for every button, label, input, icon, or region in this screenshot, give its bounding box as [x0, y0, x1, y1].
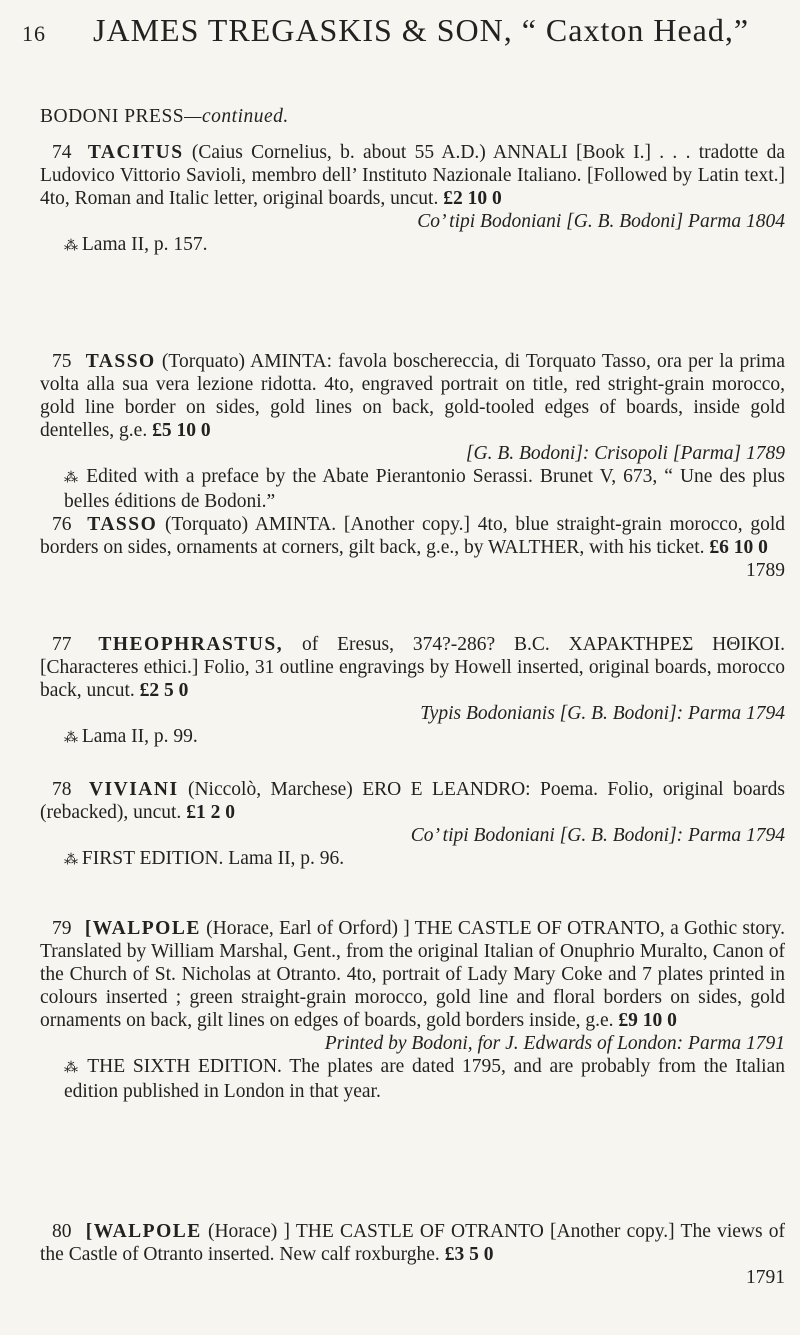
- entry-text: [40, 1220, 785, 1266]
- entry-note-text: Lama II, p. 99.: [81, 726, 198, 747]
- entry-description: (Torquato) AMINTA. [Another copy.] 4to, blue straight-grain morocco, gold borders on sides, ornaments at corners, gilt back, g.e., by WALTHER, with his ticket.: [40, 514, 786, 558]
- section-continued: —continued.: [184, 106, 289, 127]
- entry-note: [64, 725, 785, 750]
- entry-author: THEOPHRASTUS,: [98, 634, 284, 655]
- entry-note: [64, 847, 785, 872]
- catalogue-entry: [40, 141, 785, 258]
- entry-text: [40, 513, 785, 559]
- entry-author: [WALPOLE: [85, 1221, 202, 1242]
- entry-price: £2 10 0: [443, 188, 502, 209]
- catalogue-entry: [40, 1220, 785, 1289]
- entry-note-text: Edited with a preface by the Abate Pierantonio Serassi. Brunet V, 673, “ Une des plus belles éditions de Bodoni.”: [64, 466, 785, 512]
- catalogue-entry: [40, 917, 785, 1103]
- asterism-icon: ⁂: [64, 471, 80, 486]
- entry-imprint: Typis Bodonianis [G. B. Bodoni]: Parma 1794: [420, 703, 785, 724]
- entry-note: [64, 233, 785, 258]
- entry-number: 77: [52, 634, 72, 655]
- asterism-icon: ⁂: [64, 1061, 80, 1076]
- entry-author: TASSO: [85, 351, 156, 372]
- entry-description: (Caius Cornelius, b. about 55 A.D.) ANNALI [Book I.] . . . tradotte da Ludovico Vittorio Savioli, membro dell’ Instituto Nazionale Italiano. [Followed by Latin text.] 4to, Roman and Italic letter, original boards, uncut.: [40, 142, 786, 209]
- entry-price: £1 2 0: [186, 802, 235, 823]
- entry-note: [64, 465, 785, 513]
- entry-note-text: THE SIXTH EDITION. The plates are dated 1795, and are probably from the Italian edition published in London in that year.: [64, 1056, 786, 1102]
- asterism-icon: ⁂: [64, 239, 77, 254]
- entry-imprint: Co’ tipi Bodoniani [G. B. Bodoni]: Parma 1794: [410, 825, 785, 846]
- entry-number: 76: [52, 514, 72, 535]
- entry-text: [40, 350, 785, 442]
- entry-imprint: [G. B. Bodoni]: Crisopoli [Parma] 1789: [465, 443, 785, 464]
- entry-number: 80: [52, 1221, 72, 1242]
- entry-description: (Horace, Earl of Orford) ] THE CASTLE OF OTRANTO, a Gothic story. Translated by William Marshal, Gent., from the original Italian of Onuphrio Muralto, Canon of the Church of St. Nicholas at Otranto. 4to, portrait of Lady Mary Coke and 7 plates printed in colours inserted ; green straight-grain morocco, gold line and floral borders on sides, gold ornaments on back, gilt lines on edges of boards, gold borders inside, g.e.: [40, 918, 786, 1031]
- entry-author: [WALPOLE: [84, 918, 201, 939]
- page-number: 16: [22, 21, 46, 46]
- entry-price: £2 5 0: [139, 680, 189, 701]
- catalogue-entry: [40, 778, 785, 872]
- catalogue-entry: [40, 513, 785, 582]
- entry-number: 78: [52, 779, 72, 800]
- entry-note: [64, 1055, 785, 1103]
- entry-description: (Horace) ] THE CASTLE OF OTRANTO [Another copy.] The views of the Castle of Otranto inserted. New calf roxburghe.: [40, 1221, 786, 1265]
- asterism-icon: ⁂: [64, 731, 77, 746]
- catalogue-entry: [40, 633, 785, 750]
- entry-note-text: Lama II, p. 157.: [81, 234, 208, 255]
- entry-note-text: FIRST EDITION. Lama II, p. 96.: [81, 848, 345, 869]
- entry-number: 74: [52, 142, 72, 163]
- entry-description: (Torquato) AMINTA: favola boschereccia, di Torquato Tasso, ora per la prima volta alla sua vera lezione ridotta. 4to, engraved portrait on title, red stright-grain morocco, gold line border on sides, gold lines on back, gold-tooled edges of boards, inside gold dentelles, g.e.: [40, 351, 786, 441]
- entry-author: TASSO: [87, 514, 158, 535]
- page-header: [22, 12, 782, 49]
- entry-text: [40, 633, 785, 702]
- entry-text: [40, 141, 785, 210]
- entry-description: of Eresus, 374?-286? B.C. ΧΑΡΑΚΤΗΡΕΣ ΗΘΙΚΟΙ. [Characteres ethici.] Folio, 31 outline engravings by Howell inserted, original boards, morocco back, uncut.: [40, 634, 786, 701]
- entry-imprint: Printed by Bodoni, for J. Edwards of London: Parma 1791: [324, 1033, 785, 1054]
- entry-imprint: 1789: [746, 560, 785, 581]
- asterism-icon: ⁂: [64, 853, 77, 868]
- entry-number: 75: [52, 351, 72, 372]
- entry-imprint: Co’ tipi Bodoniani [G. B. Bodoni] Parma 1804: [417, 211, 785, 232]
- entry-price: £5 10 0: [152, 420, 211, 441]
- entry-author: TACITUS: [87, 142, 184, 163]
- entry-text: [40, 917, 785, 1032]
- page-running-title: JAMES TREGASKIS & SON, “ Caxton Head,”: [93, 12, 750, 48]
- entry-author: VIVIANI: [88, 779, 179, 800]
- entry-text: [40, 778, 785, 824]
- section-heading: [40, 106, 289, 128]
- entry-price: £9 10 0: [618, 1010, 677, 1031]
- entry-description: (Niccolò, Marchese) ERO E LEANDRO: Poema. Folio, original boards (rebacked), uncut.: [40, 779, 785, 823]
- section-name: BODONI PRESS: [40, 106, 185, 127]
- entry-number: 79: [52, 918, 72, 939]
- catalogue-entry: [40, 350, 785, 513]
- entry-price: £6 10 0: [709, 537, 768, 558]
- entry-imprint: 1791: [746, 1267, 785, 1288]
- entry-price: £3 5 0: [444, 1244, 494, 1265]
